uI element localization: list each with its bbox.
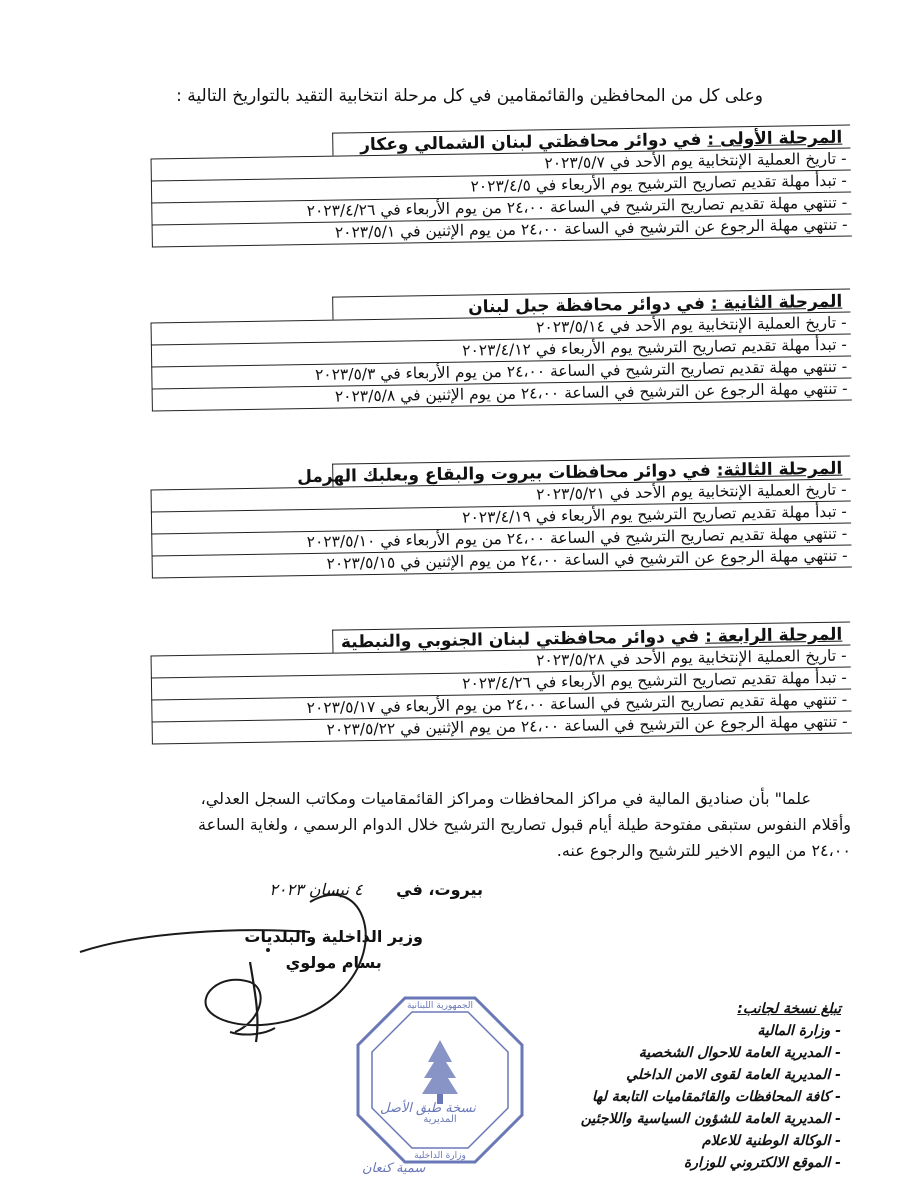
phase-label: المرحلة الأولى :	[707, 127, 843, 150]
signature-icon	[60, 832, 390, 1052]
note-line: ٢٤،٠٠ من اليوم الاخير للترشيح والرجوع عنه.	[556, 841, 851, 860]
intro-text: وعلى كل من المحافظين والقائمقامين في كل مرحلة انتخابية التقيد بالتواريخ التالية :	[176, 86, 763, 106]
phase-row: - تنتهي مهلة تقديم تصاريح الترشيح في الساعة ٢٤،٠٠ من يوم الأربعاء في ٢٠٢٣/٤/٢٦	[151, 192, 851, 225]
phase-row: - تنتهي مهلة تقديم تصاريح الترشيح في الساعة ٢٤،٠٠ من يوم الأربعاء في ٢٠٢٣/٥/١٧	[151, 689, 851, 722]
minister-title: وزير الداخلية والبلديات	[244, 927, 423, 946]
place-label: بيروت، في	[396, 880, 483, 899]
phase-1-table	[150, 125, 852, 248]
phase-region: في دوائر محافظتي لبنان الجنوبي والنبطية	[340, 626, 700, 653]
phase-row: - تبدأ مهلة تقديم تصاريح الترشيح يوم الأربعاء في ٢٠٢٣/٤/١٢	[151, 334, 851, 367]
stamp-inner-text: المديرية	[423, 1114, 457, 1125]
phase-row: - تاريخ العملية الإنتخابية يوم الأحد في ٢٠٢٣/٥/١٤	[151, 312, 851, 345]
phase-row: - تنتهي مهلة الرجوع عن الترشيح في الساعة ٢٤،٠٠ من يوم الإثنين في ٢٠٢٣/٥/٨	[152, 377, 852, 411]
phase-row: - تنتهي مهلة تقديم تصاريح الترشيح في الساعة ٢٤،٠٠ من يوم الأربعاء في ٢٠٢٣/٥/١٠	[151, 523, 851, 556]
phase-region: في دوائر محافظة جبل لبنان	[467, 293, 706, 318]
phase-label: المرحلة الرابعة :	[704, 624, 843, 647]
phase-region: في دوائر محافظتي لبنان الشمالي وعكار	[360, 129, 702, 156]
phase-row: - تاريخ العملية الإنتخابية يوم الأحد في ٢٠٢٣/٥/٢١	[151, 479, 851, 512]
phase-4-table	[150, 622, 852, 745]
phase-row: - تنتهي مهلة الرجوع عن الترشيح في الساعة ٢٤،٠٠ من يوم الإثنين في ٢٠٢٣/٥/١٥	[152, 544, 852, 578]
stamp-top-text: الجمهورية اللبنانية	[406, 1001, 474, 1011]
copies-list	[581, 998, 841, 1174]
phase-row: - تبدأ مهلة تقديم تصاريح الترشيح يوم الأربعاء في ٢٠٢٣/٤/٥	[151, 170, 851, 203]
note-line: علما" بأن صناديق المالية في مراكز المحافظات ومراكز القائمقاميات ومكاتب السجل العدلي،	[200, 789, 811, 808]
copy-recipient: - كافة المحافظات والقائمقاميات التابعة لها	[591, 1089, 841, 1105]
phase-row: - تاريخ العملية الإنتخابية يوم الأحد في ٢٠٢٣/٥/٧	[151, 148, 851, 181]
handnote-line1: نسخة طبق الأصل	[380, 1101, 476, 1116]
phase-row: - تنتهي مهلة تقديم تصاريح الترشيح في الساعة ٢٤،٠٠ من يوم الأربعاء في ٢٠٢٣/٥/٣	[151, 356, 851, 389]
copy-recipient: - المديرية العامة للاحوال الشخصية	[638, 1045, 841, 1061]
copy-recipient: - وزارة المالية	[757, 1023, 841, 1039]
copy-recipient: - الموقع الالكتروني للوزارة	[683, 1155, 841, 1171]
handwritten-date: ٤ نيسان ٢٠٢٣	[269, 880, 363, 899]
copy-recipient: - المديرية العامة للشؤون السياسية واللاجئين	[580, 1111, 841, 1127]
phase-2-table	[150, 289, 852, 412]
phase-row: - تنتهي مهلة الرجوع عن الترشيح في الساعة ٢٤،٠٠ من يوم الإثنين في ٢٠٢٣/٥/١	[152, 213, 852, 247]
copies-title: تبلغ نسخة لجانب:	[737, 1001, 841, 1017]
phase-label: المرحلة الثانية :	[710, 291, 843, 314]
copy-recipient: - الوكالة الوطنية للاعلام	[701, 1133, 841, 1149]
note-line: وأقلام النفوس ستبقى مفتوحة طيلة أيام قبول تصاريح الترشيح خلال الدوام الرسمي ، ولغاية الساعة	[198, 815, 851, 834]
phase-row: - تنتهي مهلة الرجوع عن الترشيح في الساعة ٢٤،٠٠ من يوم الإثنين في ٢٠٢٣/٥/٢٢	[152, 710, 852, 744]
handnote-line2: سمية كنعان	[362, 1161, 426, 1176]
stamp-bottom-text: وزارة الداخلية	[414, 1151, 466, 1161]
phase-row: - تبدأ مهلة تقديم تصاريح الترشيح يوم الأربعاء في ٢٠٢٣/٤/٢٦	[151, 667, 851, 700]
minister-name: بسام مولوي	[285, 953, 382, 972]
copy-recipient: - المديرية العامة لقوى الامن الداخلي	[626, 1067, 841, 1083]
phase-label: المرحلة الثالثة:	[716, 458, 843, 481]
phase-row: - تبدأ مهلة تقديم تصاريح الترشيح يوم الأربعاء في ٢٠٢٣/٤/١٩	[151, 501, 851, 534]
phase-row: - تاريخ العملية الإنتخابية يوم الأحد في ٢٠٢٣/٥/٢٨	[151, 645, 851, 678]
phase-region: في دوائر محافظات بيروت والبقاع وبعلبك الهرمل	[296, 460, 711, 488]
phase-3-table	[150, 456, 852, 579]
